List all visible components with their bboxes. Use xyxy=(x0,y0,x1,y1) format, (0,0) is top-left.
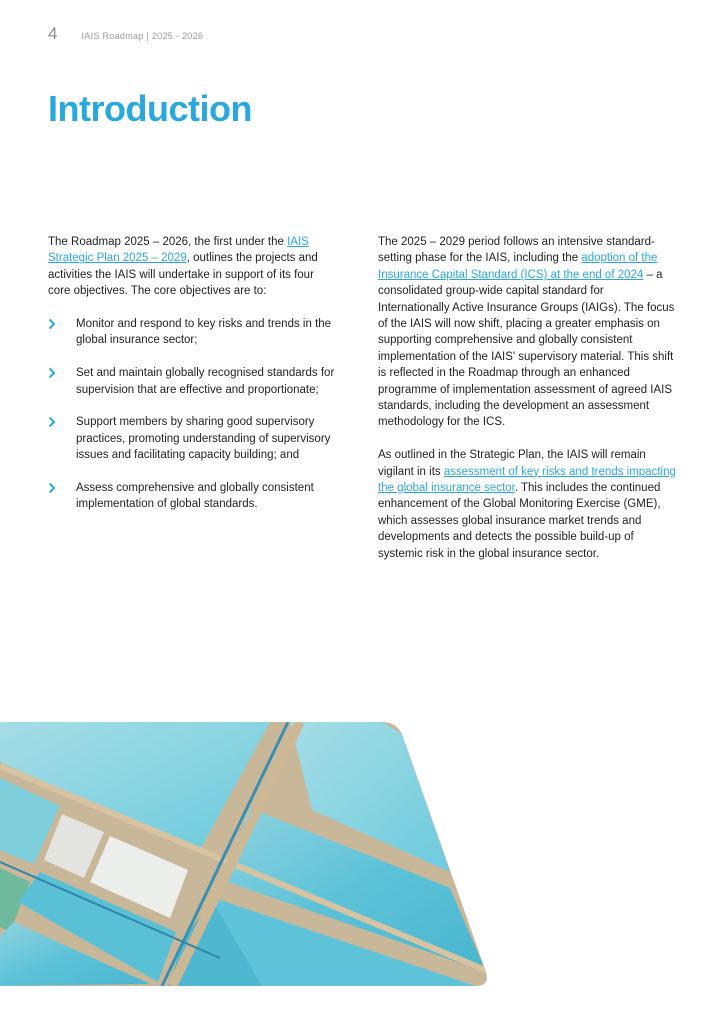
page-header xyxy=(48,24,203,44)
intro-text-before: The Roadmap 2025 – 2026, the first under the xyxy=(48,236,288,248)
para2-text-before: As outlined in the Strategic Plan, the IAIS will remain vigilant in its xyxy=(378,449,646,478)
para1-text-before: The 2025 – 2029 period follows an intensive standard-setting phase for the IAIS, including the xyxy=(378,236,655,265)
objectives-list xyxy=(48,316,338,513)
aerial-salt-ponds-image xyxy=(0,722,490,986)
objective-text: Assess comprehensive and globally consistent implementation of global standards. xyxy=(76,482,314,511)
para1-text-after: – a consolidated group-wide capital standard for Internationally Active Insurance Groups (IAIGs). The focus of the IAIS will now shift, placing a greater emphasis on supporting comprehensive and globally consistent implementation of the IAIS' supervisory material. This shift is reflected in the Roadmap through an enhanced programme of implementation assessment of agreed IAIS standards, including the development an assessment methodology for the ICS. xyxy=(378,268,675,429)
chevron-right-icon xyxy=(48,416,56,428)
page-title: Introduction xyxy=(48,88,252,129)
intro-paragraph xyxy=(48,234,338,300)
intro-text-after: , outlines the projects and activities the IAIS will undertake in support of its four core objectives. The core objectives are to: xyxy=(48,252,318,298)
right-column xyxy=(378,234,678,562)
list-item xyxy=(48,414,338,463)
left-column xyxy=(48,234,338,513)
chevron-right-icon xyxy=(48,367,56,379)
objective-text: Set and maintain globally recognised standards for supervision that are effective and proportionate; xyxy=(76,367,335,396)
para2-text-after: . This includes the continued enhancement of the Global Monitoring Exercise (GME), which assesses global insurance market trends and developments and detects the possible build-up of systemic risk in the global insurance sector. xyxy=(378,482,661,560)
running-title: IAIS Roadmap | 2025 - 2026 xyxy=(81,31,204,41)
strategic-plan-link[interactable]: IAIS Strategic Plan 2025 – 2029 xyxy=(48,236,309,265)
chevron-right-icon xyxy=(48,482,56,494)
ics-adoption-link[interactable]: adoption of the Insurance Capital Standard (ICS) at the end of 2024 xyxy=(378,252,658,281)
objective-text: Support members by sharing good supervisory practices, promoting understanding of supervisory issues and facilitating capacity building; and xyxy=(76,416,331,462)
list-item xyxy=(48,316,338,349)
page-number: 4 xyxy=(48,24,58,43)
chevron-right-icon xyxy=(48,318,56,330)
list-item xyxy=(48,480,338,513)
risks-paragraph xyxy=(378,447,678,562)
list-item xyxy=(48,365,338,398)
key-risks-link[interactable]: assessment of key risks and trends impacting the global insurance sector xyxy=(378,465,676,495)
objective-text: Monitor and respond to key risks and trends in the global insurance sector; xyxy=(76,318,332,347)
ics-paragraph xyxy=(378,234,678,431)
